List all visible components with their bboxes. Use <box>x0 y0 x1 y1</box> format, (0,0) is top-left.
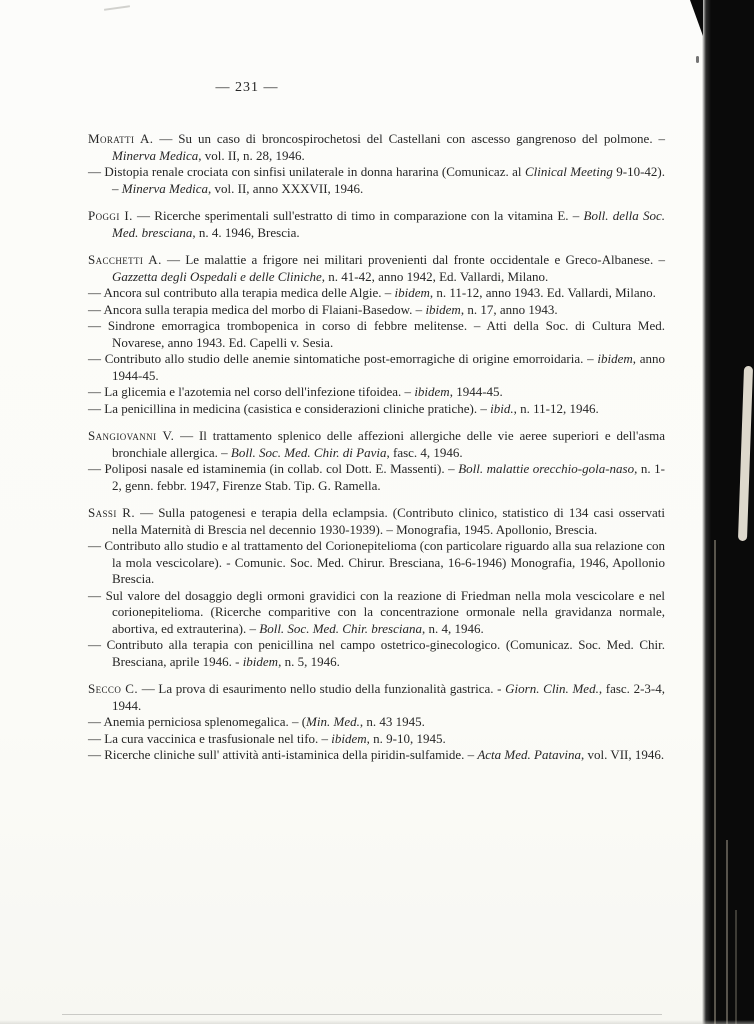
entry-text: — Sindrone emorragica trombopenica in corso di febbre melitense. – Atti della Soc. di Cultura Med. Novarese, anno 1943. Ed. Capelli v. Sesia. <box>88 318 665 350</box>
entry-continuation <box>88 384 665 401</box>
entry-continuation <box>88 318 665 351</box>
entry-text: , anno 1944-45. <box>112 351 665 383</box>
entry-first <box>88 428 665 461</box>
journal-title: Giorn. Clin. Med. <box>505 681 599 696</box>
entry-continuation <box>88 747 665 764</box>
entry-text: , n. 4. 1946, Brescia. <box>192 224 300 240</box>
page-edge-streak <box>726 840 728 1024</box>
bibliography <box>88 131 665 775</box>
entry-group <box>88 131 665 197</box>
entry-continuation <box>88 401 665 418</box>
journal-title: Gazzetta degli Ospedali e delle Cliniche <box>112 268 322 284</box>
scan-artifact <box>104 5 130 11</box>
entry-text: , n. 17, anno 1943. <box>460 301 558 317</box>
entry-first <box>88 252 665 285</box>
entry-text: , n. 1-2, genn. febbr. 1947, Firenze Stab. Tip. G. Ramella. <box>112 461 665 493</box>
entry-text: — Poliposi nasale ed istaminemia (in collab. col Dott. E. Massenti). – <box>88 461 459 476</box>
page-edge-streak <box>714 540 716 1024</box>
page-number: — 231 — <box>215 80 279 95</box>
entry-group <box>88 428 665 494</box>
entry-text: 9-10-42). – <box>112 164 665 196</box>
entry-text: — Contributo allo studio e al trattamento del Corionepitelioma (con particolare riguardo alla sua relazione con la mola vescicolare). - Comunic. Soc. Med. Chirur. Bresciana, 16-6-1946) Monografia, 1946, Apollonio Brescia. <box>88 538 665 586</box>
entry-group <box>88 505 665 670</box>
entry-text: — Ancora sulla terapia medica del morbo di Flaiani-Basedow. – <box>88 301 426 317</box>
journal-title: ibidem <box>414 384 450 399</box>
entry-first <box>88 131 665 164</box>
entry-group <box>88 681 665 764</box>
scan-artifact <box>0 1020 754 1024</box>
journal-title: ibid. <box>490 400 514 416</box>
entry-text: — La prova di esaurimento nello studio della funzionalità gastrica. - <box>141 681 506 696</box>
page-edge-highlight <box>738 366 753 541</box>
entry-text: — La penicillina in medicina (casistica e considerazioni cliniche pratiche). – <box>88 400 491 416</box>
page-edge-streak <box>735 910 737 1024</box>
entry-text: , n. 11-12, anno 1943. Ed. Vallardi, Milano. <box>429 285 656 300</box>
author-name: Secco C. <box>88 681 139 696</box>
entry-first <box>88 505 665 538</box>
entry-text: — Su un caso di broncospirochetosi del Castellani con ascesso gangrenoso del polmone. – <box>159 131 666 146</box>
entry-text: , n. 41-42, anno 1942, Ed. Vallardi, Milano. <box>321 268 549 284</box>
author-name: Poggi I. <box>88 208 133 223</box>
entry-continuation <box>88 285 665 302</box>
journal-title: ibidem <box>597 351 633 366</box>
entry-first <box>88 681 665 714</box>
entry-text: , vol. VII, 1946. <box>580 747 665 762</box>
entry-text: — Il trattamento splenico delle affezioni allergiche delle vie aeree superiori e dell'asma bronchiale allergica. – <box>112 428 666 460</box>
entry-text: , n. 43 1945. <box>359 714 425 729</box>
author-name: Sangiovanni V. <box>88 428 175 443</box>
entry-text: — Ancora sul contributo alla terapia medica delle Algie. – <box>88 285 395 300</box>
journal-title: Min. Med. <box>306 714 360 729</box>
entry-continuation <box>88 302 665 319</box>
entry-first <box>88 208 665 241</box>
journal-title: Boll. della Soc. Med. bresciana <box>112 208 665 240</box>
entry-text: — Anemia perniciosa splenomegalica. – ( <box>88 714 307 729</box>
entry-text: — La glicemia e l'azotemia nel corso dell'infezione tifoidea. – <box>88 384 415 399</box>
entry-text: , vol. II, anno XXXVII, 1946. <box>208 180 364 196</box>
journal-title: Acta Med. Patavina <box>477 747 581 762</box>
entry-continuation <box>88 588 665 638</box>
journal-title: ibidem <box>331 730 367 746</box>
entry-text: , vol. II, n. 28, 1946. <box>198 147 305 163</box>
entry-continuation <box>88 351 665 384</box>
journal-title: Clinical Meeting <box>524 164 613 179</box>
entry-text: — Le malattie a frigore nei militari provenienti dal fronte occidentale e Greco-Albanese. – <box>167 252 665 267</box>
entry-continuation <box>88 714 665 731</box>
entry-continuation <box>88 538 665 588</box>
entry-continuation <box>88 461 665 494</box>
journal-title: Boll. Soc. Med. Chir. bresciana <box>259 620 422 636</box>
journal-title: Boll. malattie orecchio-gola-naso <box>458 461 635 476</box>
entry-text: — Distopia renale crociata con sinfisi unilaterale in donna hararina (Comunicaz. al <box>88 164 525 179</box>
journal-title: ibidem <box>425 301 461 317</box>
journal-title: Minerva Medica <box>121 180 209 196</box>
journal-title: ibidem <box>242 653 279 669</box>
entry-text: — Ricerche sperimentali sull'estratto di timo in comparazione con la vitamina E. – <box>137 208 584 223</box>
scan-artifact <box>62 1014 662 1015</box>
entry-text: , n. 4, 1946. <box>422 620 484 636</box>
entry-group <box>88 208 665 241</box>
entry-text: — La cura vaccinica e trasfusionale nel tifo. – <box>88 730 332 746</box>
journal-title: Minerva Medica <box>112 147 199 163</box>
entry-continuation <box>88 731 665 748</box>
entry-text: , n. 11-12, 1946. <box>513 400 599 416</box>
journal-title: ibidem <box>394 285 430 300</box>
entry-text: — Contributo alla terapia con penicillina nel campo ostetrico-ginecologico. (Comunicaz. Soc. Med. Chir. Bresciana, aprile 1946. - <box>88 637 665 669</box>
entry-text: — Ricerche cliniche sull' attività anti-istaminica della piridin-sulfamide. – <box>88 747 478 762</box>
entry-text: , 1944-45. <box>449 384 503 399</box>
entry-text: , fasc. 4, 1946. <box>386 444 463 460</box>
entry-continuation <box>88 637 665 670</box>
entry-text: , n. 5, 1946. <box>278 653 340 669</box>
journal-title: Boll. Soc. Med. Chir. di Pavia <box>230 444 387 460</box>
author-name: Sassi R. <box>88 505 135 520</box>
entry-group <box>88 252 665 417</box>
book-binding-edge <box>702 0 754 1024</box>
entry-text: — Sul valore del dosaggio degli ormoni gravidici con la reazione di Friedman nella mola vescicolare e nel corionepitelioma. (Ricerche comparitive con la concentrazione ormonale nella gravidanza normale, abortiva, ed extrauterina). – <box>88 587 665 636</box>
scan-artifact <box>696 56 699 63</box>
entry-continuation <box>88 164 665 197</box>
author-name: Sacchetti A. <box>88 252 162 267</box>
entry-text: , fasc. 2-3-4, 1944. <box>112 681 666 713</box>
entry-text: , n. 9-10, 1945. <box>366 730 446 746</box>
entry-text: — Contributo allo studio delle anemie sintomatiche post-emorragiche di origine emorroidaria. – <box>88 351 598 366</box>
entry-text: — Sulla patogenesi e terapia della eclampsia. (Contributo clinico, statistico di 134 casi osservati nella Maternità di Brescia nel decennio 1930-1939). – Monografia, 1945. Apollonio, Brescia. <box>112 505 666 537</box>
author-name: Moratti A. <box>88 131 154 146</box>
